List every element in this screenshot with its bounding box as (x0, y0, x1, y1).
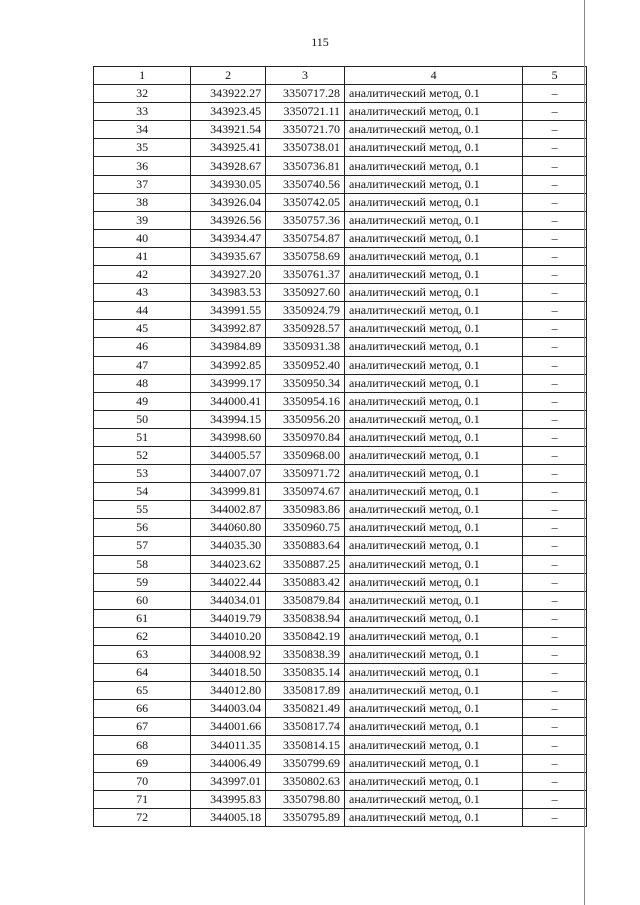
table-row (94, 85, 587, 103)
method-cell: аналитический метод, 0.1 (345, 266, 523, 284)
y-coordinate-cell: 3350798.80 (266, 790, 345, 808)
x-coordinate-cell: 343992.85 (191, 356, 266, 374)
y-coordinate-cell: 3350717.28 (266, 85, 345, 103)
method-cell: аналитический метод, 0.1 (345, 483, 523, 501)
table-row (94, 211, 587, 229)
point-number-cell: 49 (94, 392, 191, 410)
table-row (94, 609, 587, 627)
point-number-cell: 71 (94, 790, 191, 808)
point-number-cell: 33 (94, 103, 191, 121)
note-cell: – (523, 682, 587, 700)
table-header-row (94, 67, 587, 85)
y-coordinate-cell: 3350835.14 (266, 664, 345, 682)
x-coordinate-cell: 344005.57 (191, 446, 266, 464)
point-number-cell: 35 (94, 139, 191, 157)
table-row (94, 157, 587, 175)
note-cell: – (523, 555, 587, 573)
table-row (94, 790, 587, 808)
method-cell: аналитический метод, 0.1 (345, 754, 523, 772)
x-coordinate-cell: 344003.04 (191, 700, 266, 718)
method-cell: аналитический метод, 0.1 (345, 175, 523, 193)
table-row (94, 664, 587, 682)
method-cell: аналитический метод, 0.1 (345, 410, 523, 428)
table-row (94, 284, 587, 302)
x-coordinate-cell: 343998.60 (191, 428, 266, 446)
note-cell: – (523, 627, 587, 645)
note-cell: – (523, 609, 587, 627)
method-cell: аналитический метод, 0.1 (345, 356, 523, 374)
point-number-cell: 58 (94, 555, 191, 573)
x-coordinate-cell: 343926.04 (191, 193, 266, 211)
y-coordinate-cell: 3350842.19 (266, 627, 345, 645)
y-coordinate-cell: 3350983.86 (266, 501, 345, 519)
x-coordinate-cell: 344010.20 (191, 627, 266, 645)
point-number-cell: 55 (94, 501, 191, 519)
table-row (94, 356, 587, 374)
note-cell: – (523, 519, 587, 537)
note-cell: – (523, 175, 587, 193)
method-cell: аналитический метод, 0.1 (345, 772, 523, 790)
point-number-cell: 34 (94, 121, 191, 139)
note-cell: – (523, 139, 587, 157)
table-row (94, 772, 587, 790)
table-row (94, 374, 587, 392)
note-cell: – (523, 465, 587, 483)
table-row (94, 247, 587, 265)
point-number-cell: 42 (94, 266, 191, 284)
method-cell: аналитический метод, 0.1 (345, 446, 523, 464)
y-coordinate-cell: 3350931.38 (266, 338, 345, 356)
point-number-cell: 38 (94, 193, 191, 211)
table-row (94, 627, 587, 645)
y-coordinate-cell: 3350887.25 (266, 555, 345, 573)
y-coordinate-cell: 3350950.34 (266, 374, 345, 392)
y-coordinate-cell: 3350954.16 (266, 392, 345, 410)
x-coordinate-cell: 343926.56 (191, 211, 266, 229)
header-col-3: 3 (266, 67, 345, 85)
point-number-cell: 67 (94, 718, 191, 736)
table-row (94, 519, 587, 537)
note-cell: – (523, 808, 587, 826)
y-coordinate-cell: 3350968.00 (266, 446, 345, 464)
note-cell: – (523, 483, 587, 501)
y-coordinate-cell: 3350758.69 (266, 247, 345, 265)
note-cell: – (523, 302, 587, 320)
point-number-cell: 32 (94, 85, 191, 103)
point-number-cell: 57 (94, 537, 191, 555)
x-coordinate-cell: 344022.44 (191, 573, 266, 591)
x-coordinate-cell: 343994.15 (191, 410, 266, 428)
x-coordinate-cell: 343922.27 (191, 85, 266, 103)
note-cell: – (523, 754, 587, 772)
method-cell: аналитический метод, 0.1 (345, 139, 523, 157)
table-row (94, 139, 587, 157)
method-cell: аналитический метод, 0.1 (345, 591, 523, 609)
method-cell: аналитический метод, 0.1 (345, 465, 523, 483)
x-coordinate-cell: 343983.53 (191, 284, 266, 302)
x-coordinate-cell: 344002.87 (191, 501, 266, 519)
method-cell: аналитический метод, 0.1 (345, 103, 523, 121)
point-number-cell: 53 (94, 465, 191, 483)
method-cell: аналитический метод, 0.1 (345, 700, 523, 718)
y-coordinate-cell: 3350971.72 (266, 465, 345, 483)
note-cell: – (523, 700, 587, 718)
y-coordinate-cell: 3350721.11 (266, 103, 345, 121)
x-coordinate-cell: 344023.62 (191, 555, 266, 573)
point-number-cell: 36 (94, 157, 191, 175)
note-cell: – (523, 121, 587, 139)
x-coordinate-cell: 344011.35 (191, 736, 266, 754)
point-number-cell: 51 (94, 428, 191, 446)
note-cell: – (523, 718, 587, 736)
method-cell: аналитический метод, 0.1 (345, 374, 523, 392)
x-coordinate-cell: 343997.01 (191, 772, 266, 790)
table-row (94, 646, 587, 664)
note-cell: – (523, 284, 587, 302)
method-cell: аналитический метод, 0.1 (345, 157, 523, 175)
point-number-cell: 48 (94, 374, 191, 392)
note-cell: – (523, 501, 587, 519)
y-coordinate-cell: 3350883.64 (266, 537, 345, 555)
table-row (94, 555, 587, 573)
table-row (94, 320, 587, 338)
x-coordinate-cell: 343935.67 (191, 247, 266, 265)
table-row (94, 266, 587, 284)
x-coordinate-cell: 343995.83 (191, 790, 266, 808)
table-row (94, 103, 587, 121)
method-cell: аналитический метод, 0.1 (345, 211, 523, 229)
point-number-cell: 72 (94, 808, 191, 826)
method-cell: аналитический метод, 0.1 (345, 573, 523, 591)
x-coordinate-cell: 344012.80 (191, 682, 266, 700)
method-cell: аналитический метод, 0.1 (345, 519, 523, 537)
table-row (94, 392, 587, 410)
x-coordinate-cell: 344034.01 (191, 591, 266, 609)
point-number-cell: 44 (94, 302, 191, 320)
point-number-cell: 47 (94, 356, 191, 374)
x-coordinate-cell: 343991.55 (191, 302, 266, 320)
table-row (94, 229, 587, 247)
x-coordinate-cell: 344006.49 (191, 754, 266, 772)
method-cell: аналитический метод, 0.1 (345, 790, 523, 808)
x-coordinate-cell: 344007.07 (191, 465, 266, 483)
point-number-cell: 70 (94, 772, 191, 790)
table-row (94, 537, 587, 555)
point-number-cell: 54 (94, 483, 191, 501)
note-cell: – (523, 320, 587, 338)
note-cell: – (523, 85, 587, 103)
note-cell: – (523, 229, 587, 247)
y-coordinate-cell: 3350738.01 (266, 139, 345, 157)
x-coordinate-cell: 343930.05 (191, 175, 266, 193)
method-cell: аналитический метод, 0.1 (345, 193, 523, 211)
note-cell: – (523, 736, 587, 754)
table-row (94, 302, 587, 320)
method-cell: аналитический метод, 0.1 (345, 320, 523, 338)
y-coordinate-cell: 3350814.15 (266, 736, 345, 754)
note-cell: – (523, 446, 587, 464)
point-number-cell: 52 (94, 446, 191, 464)
note-cell: – (523, 338, 587, 356)
note-cell: – (523, 266, 587, 284)
x-coordinate-cell: 344018.50 (191, 664, 266, 682)
note-cell: – (523, 537, 587, 555)
point-number-cell: 59 (94, 573, 191, 591)
scan-edge-line (584, 0, 585, 905)
method-cell: аналитический метод, 0.1 (345, 302, 523, 320)
x-coordinate-cell: 343921.54 (191, 121, 266, 139)
x-coordinate-cell: 343934.47 (191, 229, 266, 247)
y-coordinate-cell: 3350761.37 (266, 266, 345, 284)
y-coordinate-cell: 3350742.05 (266, 193, 345, 211)
y-coordinate-cell: 3350879.84 (266, 591, 345, 609)
table-row (94, 718, 587, 736)
x-coordinate-cell: 344000.41 (191, 392, 266, 410)
table-row (94, 121, 587, 139)
note-cell: – (523, 211, 587, 229)
method-cell: аналитический метод, 0.1 (345, 284, 523, 302)
table-row (94, 736, 587, 754)
x-coordinate-cell: 344019.79 (191, 609, 266, 627)
y-coordinate-cell: 3350838.94 (266, 609, 345, 627)
x-coordinate-cell: 343927.20 (191, 266, 266, 284)
method-cell: аналитический метод, 0.1 (345, 718, 523, 736)
y-coordinate-cell: 3350740.56 (266, 175, 345, 193)
method-cell: аналитический метод, 0.1 (345, 121, 523, 139)
table-row (94, 446, 587, 464)
x-coordinate-cell: 343984.89 (191, 338, 266, 356)
header-col-4: 4 (345, 67, 523, 85)
y-coordinate-cell: 3350721.70 (266, 121, 345, 139)
note-cell: – (523, 157, 587, 175)
note-cell: – (523, 790, 587, 808)
method-cell: аналитический метод, 0.1 (345, 85, 523, 103)
table-row (94, 410, 587, 428)
y-coordinate-cell: 3350821.49 (266, 700, 345, 718)
method-cell: аналитический метод, 0.1 (345, 392, 523, 410)
method-cell: аналитический метод, 0.1 (345, 428, 523, 446)
method-cell: аналитический метод, 0.1 (345, 808, 523, 826)
method-cell: аналитический метод, 0.1 (345, 627, 523, 645)
point-number-cell: 40 (94, 229, 191, 247)
x-coordinate-cell: 344060.80 (191, 519, 266, 537)
note-cell: – (523, 374, 587, 392)
point-number-cell: 60 (94, 591, 191, 609)
y-coordinate-cell: 3350817.74 (266, 718, 345, 736)
point-number-cell: 69 (94, 754, 191, 772)
y-coordinate-cell: 3350754.87 (266, 229, 345, 247)
y-coordinate-cell: 3350928.57 (266, 320, 345, 338)
y-coordinate-cell: 3350952.40 (266, 356, 345, 374)
method-cell: аналитический метод, 0.1 (345, 664, 523, 682)
x-coordinate-cell: 344001.66 (191, 718, 266, 736)
method-cell: аналитический метод, 0.1 (345, 229, 523, 247)
note-cell: – (523, 772, 587, 790)
point-number-cell: 65 (94, 682, 191, 700)
method-cell: аналитический метод, 0.1 (345, 247, 523, 265)
point-number-cell: 45 (94, 320, 191, 338)
table-row (94, 175, 587, 193)
y-coordinate-cell: 3350795.89 (266, 808, 345, 826)
note-cell: – (523, 646, 587, 664)
y-coordinate-cell: 3350974.67 (266, 483, 345, 501)
y-coordinate-cell: 3350927.60 (266, 284, 345, 302)
note-cell: – (523, 410, 587, 428)
point-number-cell: 37 (94, 175, 191, 193)
note-cell: – (523, 573, 587, 591)
x-coordinate-cell: 343923.45 (191, 103, 266, 121)
x-coordinate-cell: 343928.67 (191, 157, 266, 175)
method-cell: аналитический метод, 0.1 (345, 646, 523, 664)
y-coordinate-cell: 3350924.79 (266, 302, 345, 320)
page-number: 115 (311, 35, 329, 49)
method-cell: аналитический метод, 0.1 (345, 555, 523, 573)
point-number-cell: 62 (94, 627, 191, 645)
y-coordinate-cell: 3350817.89 (266, 682, 345, 700)
note-cell: – (523, 356, 587, 374)
y-coordinate-cell: 3350960.75 (266, 519, 345, 537)
method-cell: аналитический метод, 0.1 (345, 609, 523, 627)
header-col-1: 1 (94, 67, 191, 85)
table-row (94, 338, 587, 356)
header-col-2: 2 (191, 67, 266, 85)
header-col-5: 5 (523, 67, 587, 85)
table-row (94, 700, 587, 718)
table-row (94, 682, 587, 700)
method-cell: аналитический метод, 0.1 (345, 682, 523, 700)
x-coordinate-cell: 344005.18 (191, 808, 266, 826)
x-coordinate-cell: 343999.17 (191, 374, 266, 392)
table-row (94, 193, 587, 211)
table-row (94, 591, 587, 609)
y-coordinate-cell: 3350883.42 (266, 573, 345, 591)
coordinates-table (93, 66, 587, 827)
point-number-cell: 41 (94, 247, 191, 265)
note-cell: – (523, 664, 587, 682)
y-coordinate-cell: 3350802.63 (266, 772, 345, 790)
method-cell: аналитический метод, 0.1 (345, 537, 523, 555)
point-number-cell: 64 (94, 664, 191, 682)
x-coordinate-cell: 344035.30 (191, 537, 266, 555)
point-number-cell: 46 (94, 338, 191, 356)
y-coordinate-cell: 3350956.20 (266, 410, 345, 428)
x-coordinate-cell: 343925.41 (191, 139, 266, 157)
y-coordinate-cell: 3350757.36 (266, 211, 345, 229)
method-cell: аналитический метод, 0.1 (345, 501, 523, 519)
point-number-cell: 50 (94, 410, 191, 428)
x-coordinate-cell: 343992.87 (191, 320, 266, 338)
point-number-cell: 43 (94, 284, 191, 302)
point-number-cell: 61 (94, 609, 191, 627)
table-row (94, 573, 587, 591)
note-cell: – (523, 392, 587, 410)
table-row (94, 501, 587, 519)
table-row (94, 465, 587, 483)
table-row (94, 808, 587, 826)
point-number-cell: 56 (94, 519, 191, 537)
point-number-cell: 66 (94, 700, 191, 718)
y-coordinate-cell: 3350970.84 (266, 428, 345, 446)
point-number-cell: 39 (94, 211, 191, 229)
note-cell: – (523, 103, 587, 121)
y-coordinate-cell: 3350838.39 (266, 646, 345, 664)
table-row (94, 754, 587, 772)
y-coordinate-cell: 3350736.81 (266, 157, 345, 175)
method-cell: аналитический метод, 0.1 (345, 736, 523, 754)
note-cell: – (523, 591, 587, 609)
note-cell: – (523, 247, 587, 265)
note-cell: – (523, 428, 587, 446)
point-number-cell: 68 (94, 736, 191, 754)
x-coordinate-cell: 343999.81 (191, 483, 266, 501)
method-cell: аналитический метод, 0.1 (345, 338, 523, 356)
note-cell: – (523, 193, 587, 211)
y-coordinate-cell: 3350799.69 (266, 754, 345, 772)
table-body (94, 85, 587, 827)
table-row (94, 428, 587, 446)
point-number-cell: 63 (94, 646, 191, 664)
table-row (94, 483, 587, 501)
x-coordinate-cell: 344008.92 (191, 646, 266, 664)
